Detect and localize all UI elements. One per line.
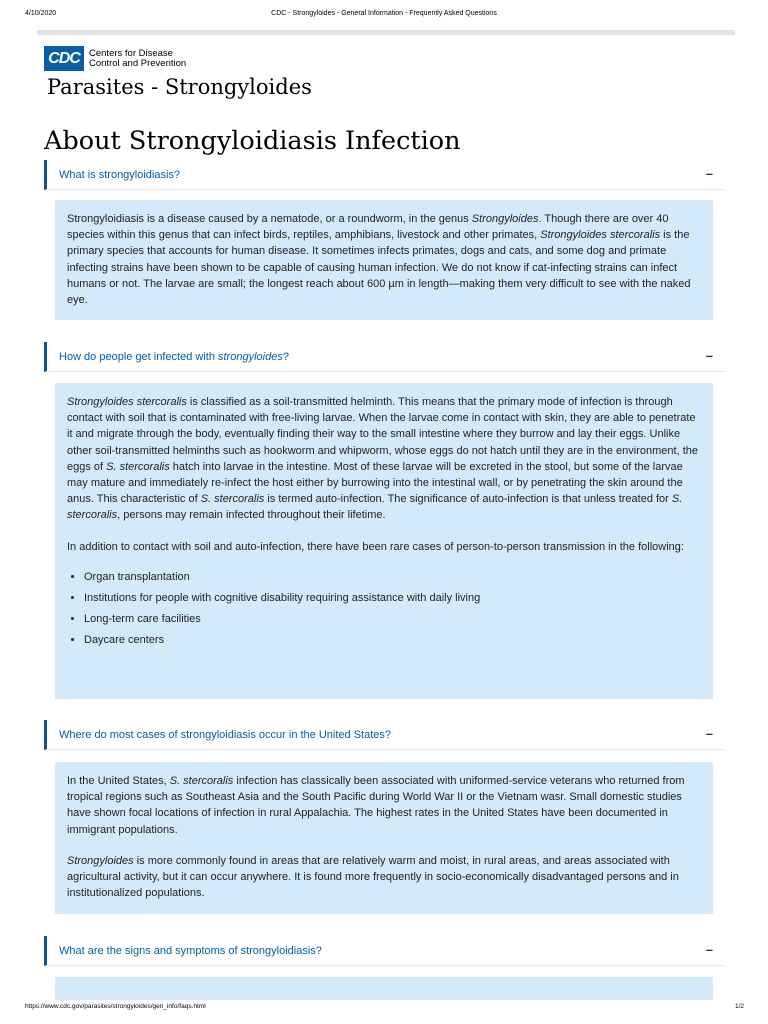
text-run-italic: Strongyloides stercoralis [540,229,661,242]
page-number: 1/2 [734,1003,744,1010]
collapse-icon[interactable]: – [705,726,713,741]
text-run: is more commonly found in areas that are relatively warm and moist, in rural areas, and areas associated with agricultural activity, but it can occur anywhere. It is found more frequently in socio-economically disadvantaged persons and in institutionalized populations. [67,854,679,900]
answer-paragraph [67,394,701,524]
text-run-italic: Strongyloides [67,854,134,867]
text-run: is classified as a soil-transmitted helminth. This means that the primary mode of infection is through contact with soil that is contaminated with free-living larvae. When the larvae come in contact with skin, they are able to penetrate it and migrate through the body, eventually finding their way to the small intestine where they burrow and lay their eggs. Unlike other soil-transmitted helminths such as hookworm and whipworm, whose eggs do not hatch until they are in the environment, the eggs of [67,396,698,473]
list-item: • Daycare centers [84,632,701,648]
page-title: About Strongyloidiasis Infection [44,126,461,156]
text-run-italic: Strongyloides stercoralis [67,396,187,408]
faq-question: What are the signs and symptoms of strongyloidiasis? [59,944,322,957]
print-page-title: CDC - Strongyloides - General Information - Frequently Asked Questions [271,10,497,17]
faq-header-how-infected[interactable] [44,342,725,372]
text-run-italic: Strongyloides [471,213,539,225]
faq-answer-symptoms [55,977,713,1000]
list-item: • Institutions for people with cognitive disability requiring assistance with daily living [84,590,701,606]
logo-line-1: Centers for Disease [89,47,173,59]
list-item: • Long-term care facilities [84,611,701,627]
text-run: is termed auto-infection. The significance of auto-infection is that unless treated for [264,493,672,506]
text-run-italic: strongyloides [218,350,283,363]
answer-paragraph [67,853,701,902]
answer-paragraph [67,211,701,308]
text-run: hatch into larvae in the intestine. Most of these larvae will be excreted in the stool, but some of the larvae may mature and immediately re-infect the host either by burrowing into the intestinal wall, or by penetrating the skin around the anus. This characteristic of [67,460,683,506]
cdc-logo[interactable] [44,46,186,71]
text-run: , persons may remain infected throughout their lifetime. [117,509,386,522]
faq-header-where-us[interactable] [44,720,725,750]
answer-paragraph: In addition to contact with soil and auto-infection, there have been rare cases of person-to-person transmission in the following: [67,540,684,553]
answer-paragraph [67,773,701,838]
text-run: In the United States, [67,775,170,787]
text-run: is the primary species that accounts for human disease. It sometimes infects primates, dogs and cats, and some dog and primate infecting strains have been shown to be capable of causing human infection. We do not know if cat-infecting strains can infect humans or not. The larvae are small; the longest reach about 600 µm in length—making them very difficult to see with the naked eye. [67,229,691,307]
cdc-logo-text [89,49,186,69]
faq-question: What is strongyloidiasis? [59,168,181,181]
text-run: . Though there are over 40 species within this genus that can infect birds, reptiles, amphibians, livestock and other primates, [67,213,669,242]
text-run: Strongyloidiasis is a disease caused by a nematode, or a roundworm, in the genus [67,213,472,225]
faq-question [59,351,289,363]
collapse-icon[interactable]: – [705,942,713,957]
logo-line-2: Control and Prevention [89,57,187,69]
text-run-italic: S. stercoralis [106,460,170,473]
faq-header-what-is[interactable] [44,160,725,190]
site-title[interactable]: Parasites - Strongyloides [47,75,312,99]
transmission-list [67,569,701,648]
text-run: How do people get infected with [59,350,218,363]
faq-header-symptoms[interactable] [44,936,725,966]
text-run-italic: S. stercoralis [169,775,234,787]
faq-answer-how-infected [55,383,713,699]
text-run: infection has classically been associated with uniformed-service veterans who returned from tropical regions such as Southeast Asia and the South Pacific during World War II or the Vietnam wasr. Small domestic studies have shown focal locations of infection in rural Appalachia. The highest rates in the United States have been documented in immigrant populations. [67,775,685,836]
text-run-italic: S. stercoralis [67,493,683,522]
collapse-icon[interactable]: – [705,348,713,363]
faq-answer-what-is [55,200,713,320]
print-date: 4/10/2020 [25,10,57,17]
list-item: • Organ transplantation [84,569,701,585]
faq-question: Where do most cases of strongyloidiasis occur in the United States? [59,728,391,741]
collapse-icon[interactable]: – [705,166,713,181]
text-run-italic: S. stercoralis [200,493,265,506]
cdc-logo-icon: CDC [44,46,84,71]
print-url: https://www.cdc.gov/parasites/strongyloides/gen_info/faqs.html [25,1003,206,1010]
faq-answer-where-us [55,762,713,914]
top-divider [37,30,735,35]
text-run: ? [282,350,289,363]
